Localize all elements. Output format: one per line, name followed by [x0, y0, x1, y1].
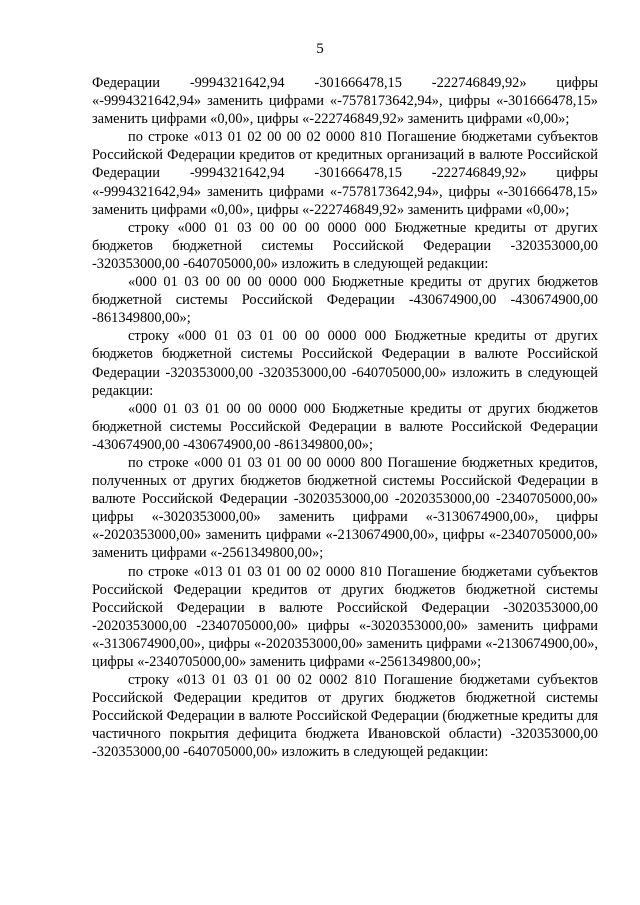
paragraph: Федерации -9994321642,94 -301666478,15 -222746849,92» цифры «-9994321642,94» заменить цифрами «-7578173642,94», цифры «-301666478,15» заменить цифрами «0,00», цифры «-222746849,92» заменить цифрами «0,00»;	[92, 75, 598, 128]
paragraph: «000 01 03 00 00 00 0000 000 Бюджетные кредиты от других бюджетов бюджетной системы Российской Федерации -430674900,00 -430674900,00 -861349800,00»;	[92, 274, 598, 327]
paragraph: по строке «013 01 03 01 00 02 0000 810 Погашение бюджетами субъектов Российской Федерации кредитов от других бюджетов бюджетной системы Российской Федерации в валюте Российской Федерации -3020353000,00 -2020353000,00 -2340705000,00» цифры «-3020353000,00» заменить цифрами «-3130674900,00», цифры «-2020353000,00» заменить цифрами «-2130674900,00», цифры «-2340705000,00» заменить цифрами «-2561349800,00»;	[92, 563, 598, 670]
paragraph: строку «013 01 03 01 00 02 0002 810 Погашение бюджетами субъектов Российской Федерации кредитов от других бюджетов бюджетной системы Российской Федерации в валюте Российской Федерации (бюджетные кредиты для частичного покрытия дефицита бюджета Ивановской области) -320353000,00 -320353000,00 -640705000,00» изложить в следующей редакции:	[92, 672, 598, 761]
page-number: 5	[316, 41, 324, 57]
paragraph: по строке «000 01 03 01 00 00 0000 800 Погашение бюджетных кредитов, полученных от других бюджетов бюджетной системы Российской Федерации в валюте Российской Федерации -3020353000,00 -2020353000,00 -2340705000,00» цифры «-3020353000,00» заменить цифрами «-3130674900,00», цифры «-2020353000,00» заменить цифрами «-2130674900,00», цифры «-2340705000,00» заменить цифрами «-2561349800,00»;	[92, 454, 598, 562]
paragraph: строку «000 01 03 01 00 00 0000 000 Бюджетные кредиты от других бюджетов бюджетной системы Российской Федерации в валюте Российской Федерации -320353000,00 -320353000,00 -640705000,00» изложить в следующей редакции:	[92, 328, 598, 399]
paragraph: по строке «013 01 02 00 00 02 0000 810 Погашение бюджетами субъектов Российской Федерации кредитов от кредитных организаций в валюте Российской Федерации -9994321642,94 -301666478,15 -222746849,92» цифры «-9994321642,94» заменить цифрами «-7578173642,94», цифры «-301666478,15» заменить цифрами «0,00», цифры «-222746849,92» заменить цифрами «0,00»;	[92, 129, 598, 218]
paragraph: строку «000 01 03 00 00 00 0000 000 Бюджетные кредиты от других бюджетов бюджетной системы Российской Федерации -320353000,00 -320353000,00 -640705000,00» изложить в следующей редакции:	[92, 219, 598, 272]
document-body	[92, 74, 598, 762]
paragraph: «000 01 03 01 00 00 0000 000 Бюджетные кредиты от других бюджетов бюджетной системы Российской Федерации в валюте Российской Федерации -430674900,00 -430674900,00 -861349800,00»;	[92, 400, 598, 453]
